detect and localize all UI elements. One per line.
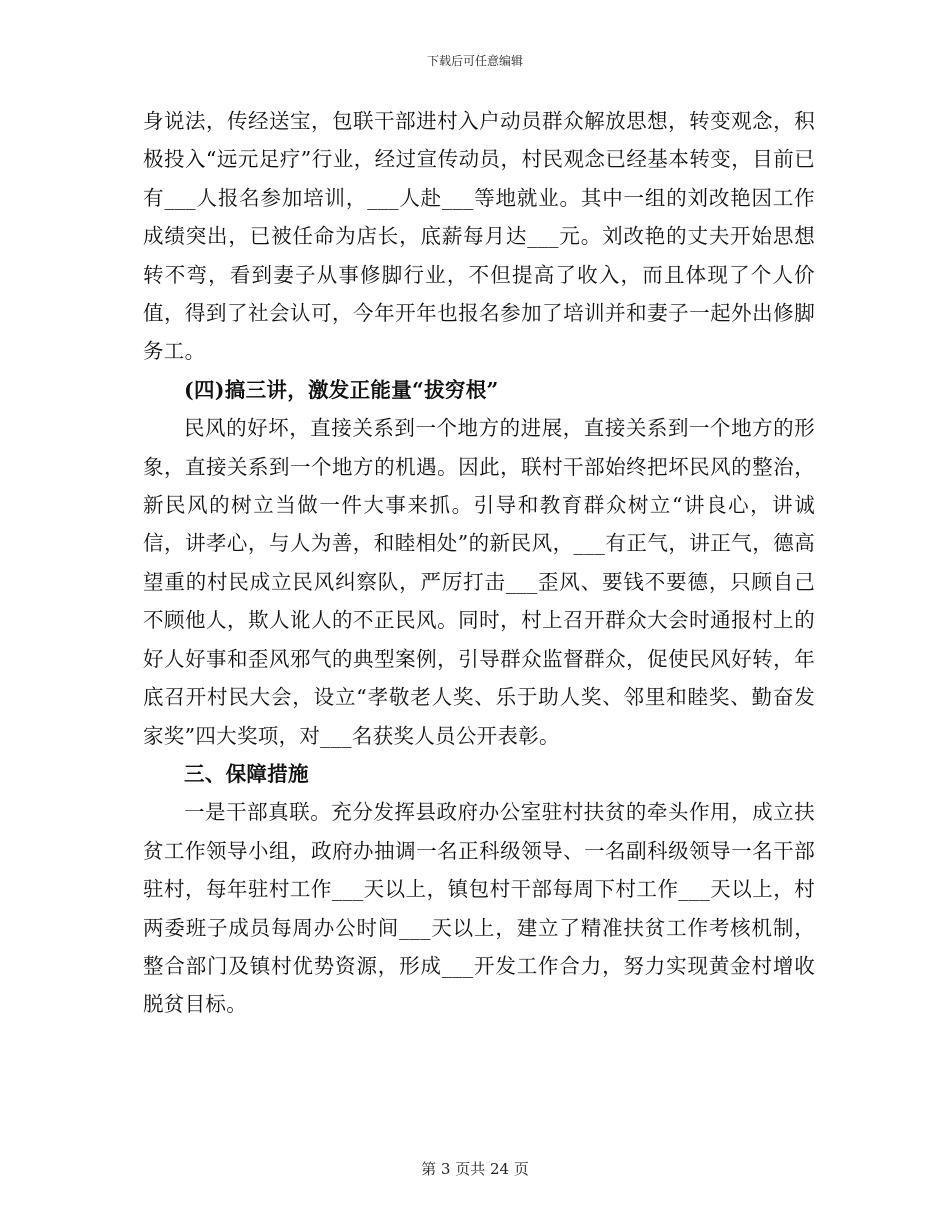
page-header: 下载后可任意编辑 xyxy=(426,54,523,68)
section-heading-four: (四)搞三讲，激发正能量“拔穷根” xyxy=(184,377,499,402)
document-body xyxy=(143,102,815,1024)
paragraph-folkways: 民风的好坏，直接关系到一个地方的进展，直接关系到一个地方的形象，直接关系到一个地方的机遇。因此，联村干部始终把坏民风的整治，新民风的树立当做一件大事来抓。引导和教育群众树立“讲良心，讲诚信，讲孝心，与人为善，和睦相处”的新民风，___有正气，讲正气，德高望重的村民成立民风纠察队，严厉打击___歪风、要钱不要德，只顾自己不顾他人，欺人讹人的不正民风。同时，村上召开群众大会时通报村上的好人好事和歪风邪气的典型案例，引导群众监督群众，促使民风好转，年底召开村民大会，设立“孝敬老人奖、乐于助人奖、邻里和睦奖、勤奋发家奖”四大奖项，对___名获奖人员公开表彰。 xyxy=(143,416,815,748)
paragraph-continuation: 身说法，传经送宝，包联干部进村入户动员群众解放思想，转变观念，积极投入“远元足疗”行业，经过宣传动员，村民观念已经基本转变，目前已有___人报名参加培训，___人赴___等地就业。其中一组的刘改艳因工作成绩突出，已被任命为店长，底薪每月达___元。刘改艳的丈夫开始思想转不弯，看到妻子从事修脚行业，不但提高了收入，而且体现了个人价值，得到了社会认可，今年开年也报名参加了培训并和妻子一起外出修脚务工。 xyxy=(143,109,815,364)
paragraph-cadres: 一是干部真联。充分发挥县政府办公室驻村扶贫的牵头作用，成立扶贫工作领导小组，政府办抽调一名正科级领导、一名副科级领导一名干部驻村，每年驻村工作___天以上，镇包村干部每周下村工作___天以上，村两委班子成员每周办公时间___天以上，建立了精准扶贫工作考核机制，整合部门及镇村优势资源，形成___开发工作合力，努力实现黄金村增收脱贫目标。 xyxy=(143,800,815,1017)
section-heading-safeguards: 三、保障措施 xyxy=(184,761,309,786)
page-footer: 第 3 页共 24 页 xyxy=(421,1160,529,1178)
